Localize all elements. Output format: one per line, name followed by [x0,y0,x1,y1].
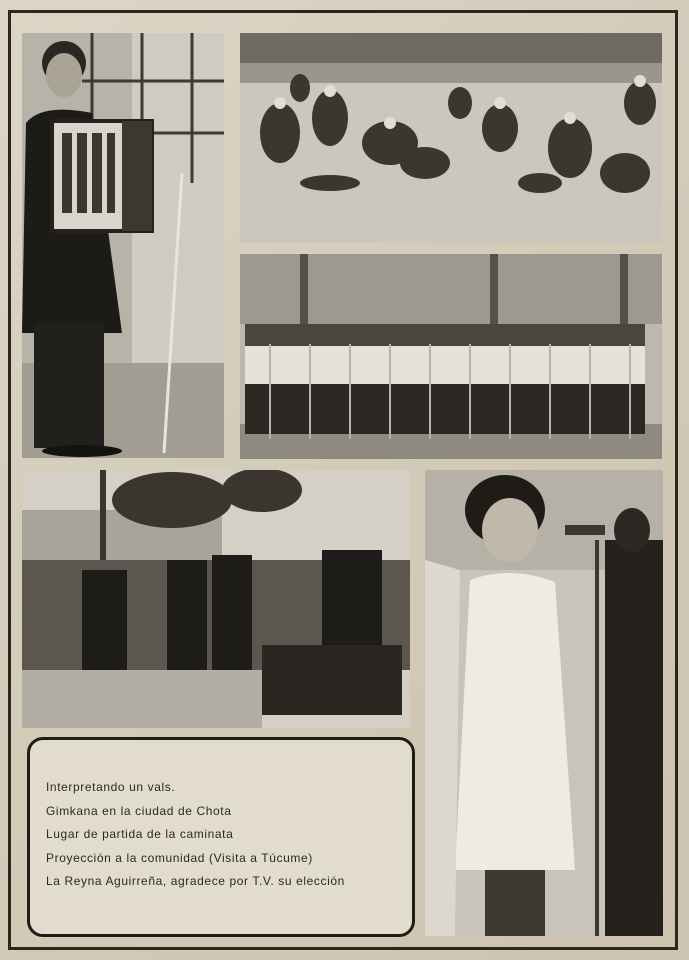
photo-athletes-lineup [240,254,662,459]
caption-box [27,737,415,937]
caption-item: Lugar de partida de la caminata [46,827,234,841]
caption-item: Gimkana en la ciudad de Chota [46,803,232,818]
photo-accordion-player [22,33,224,458]
photo-community-crowd [22,470,410,728]
photo-gymkhana [240,33,662,243]
caption-item: Proyección a la comunidad (Visita a Túcume) [46,850,313,865]
caption-item: Interpretando un vals. [46,780,176,794]
photo-queen-microphone [425,470,663,936]
caption-list [46,776,345,894]
caption-item: La Reyna Aguirreña, agradece por T.V. su elección [46,874,345,888]
